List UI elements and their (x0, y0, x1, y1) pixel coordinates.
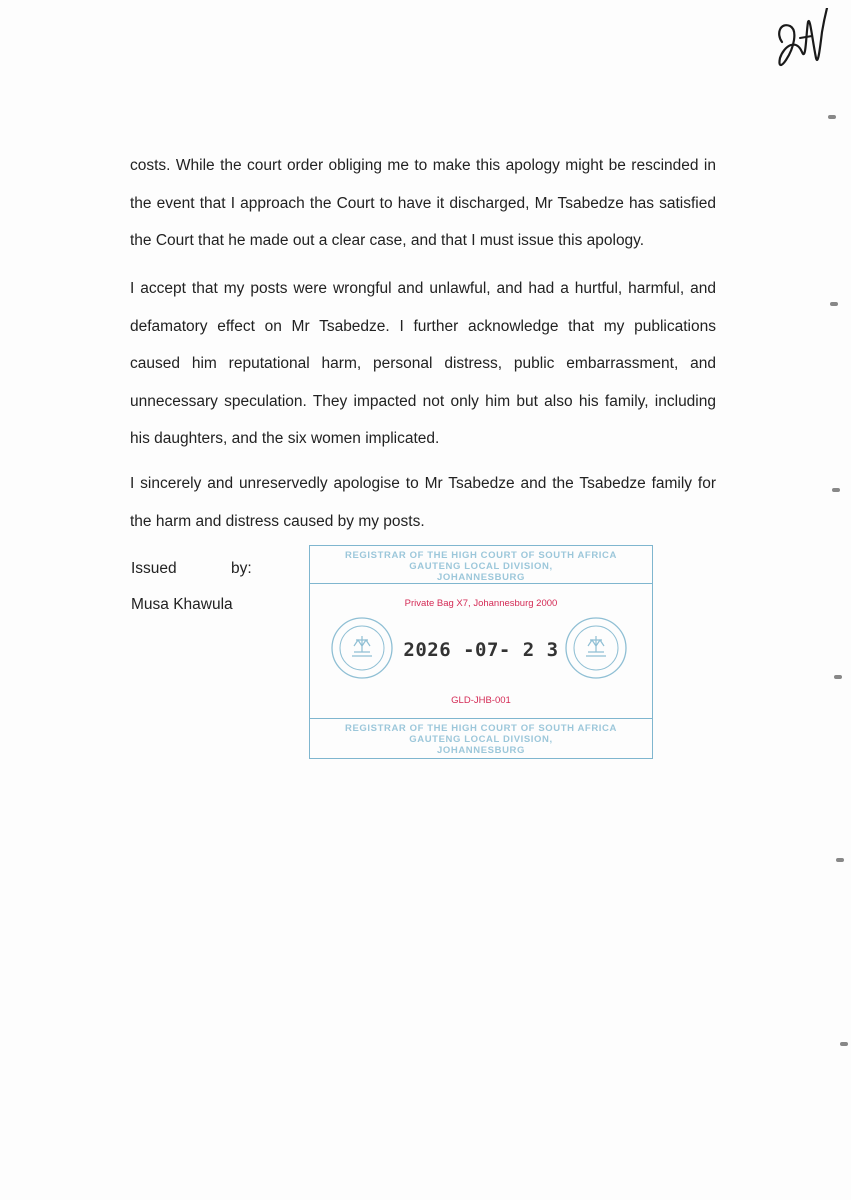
margin-mark (834, 675, 842, 679)
stamp-footer-line: JOHANNESBURG (437, 745, 525, 756)
stamp-date: 2026 -07- 2 3 (403, 639, 559, 661)
stamp-header-line: REGISTRAR OF THE HIGH COURT OF SOUTH AFRICA (345, 550, 617, 561)
margin-mark (832, 488, 840, 492)
stamp-address: Private Bag X7, Johannesburg 2000 (404, 598, 558, 609)
stamp-code: GLD-JHB-001 (451, 695, 511, 706)
issuer-name: Musa Khawula (131, 596, 233, 613)
paragraph-acceptance: I accept that my posts were wrongful and unlawful, and had a hurtful, harmful, and defamatory effect on Mr Tsabedze. I further acknowledge that my publications caused him reputational harm, personal distress, public embarrassment, and unnecessary speculation. They impacted not only him but also his family, including his daughters, and the six women implicated. (130, 280, 716, 447)
stamp-header-line: GAUTENG LOCAL DIVISION, (409, 561, 553, 572)
margin-mark (836, 858, 844, 862)
margin-mark (840, 1042, 848, 1046)
stamp-header (310, 546, 652, 584)
paragraph-costs: costs. While the court order obliging me to make this apology might be rescinded in the event that I approach the Court to have it discharged, Mr Tsabedze has satisfied the Court that he made out a clear case, and that I must issue this apology. (130, 157, 716, 249)
stamp-footer (310, 718, 652, 758)
handwritten-initials-icon (772, 8, 834, 74)
court-stamp (309, 545, 653, 759)
stamp-footer-line: GAUTENG LOCAL DIVISION, (409, 734, 553, 745)
margin-mark (828, 115, 836, 119)
stamp-header-line: JOHANNESBURG (437, 572, 525, 583)
stamp-footer-line: REGISTRAR OF THE HIGH COURT OF SOUTH AFRICA (345, 723, 617, 734)
paragraph-apology: I sincerely and unreservedly apologise to Mr Tsabedze and the Tsabedze family for the harm and distress caused by my posts. (130, 475, 716, 530)
issued-label: Issued (131, 560, 177, 577)
issued-by-label: by: (231, 560, 252, 577)
margin-mark (830, 302, 838, 306)
